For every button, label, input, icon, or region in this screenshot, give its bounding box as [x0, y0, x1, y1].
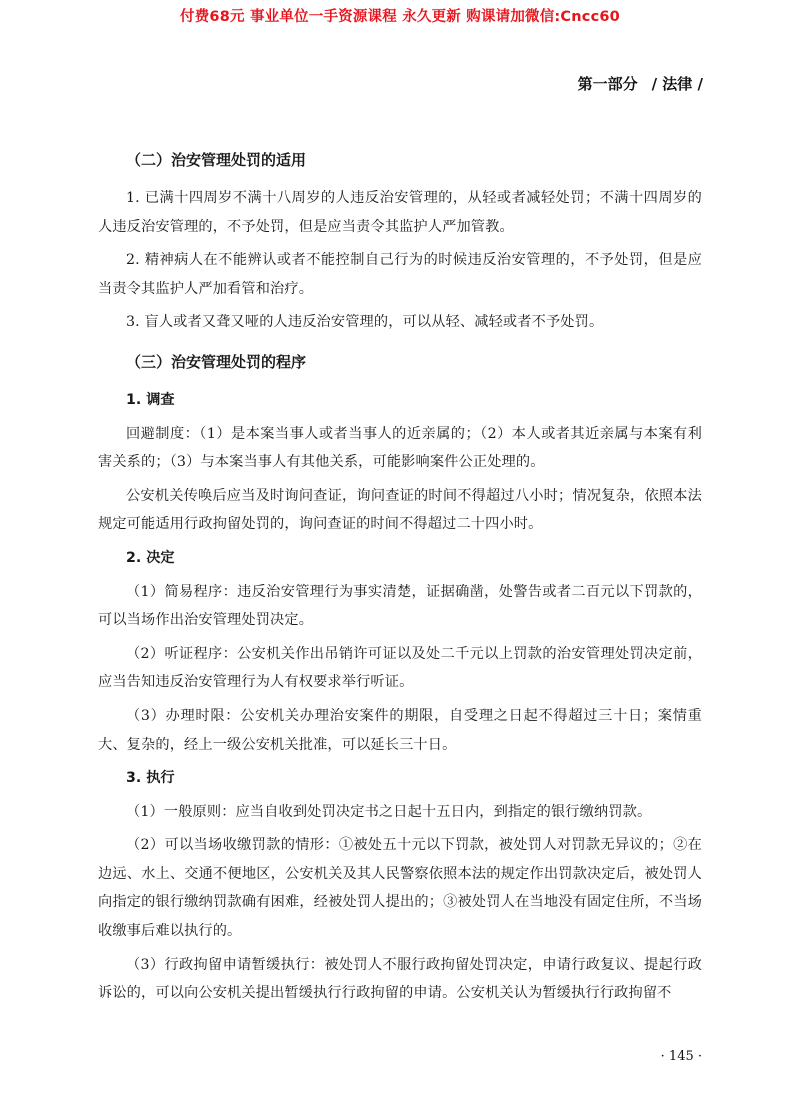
- subheading-execution: 3. 执行: [126, 770, 175, 787]
- paragraph: 2. 精神病人在不能辨认或者不能控制自己行为的时候违反治安管理的，不予处罚，但是应当责令其监护人严加看管和治疗。: [98, 252, 702, 297]
- paragraph: （2）可以当场收缴罚款的情形：①被处五十元以下罚款，被处罚人对罚款无异议的；②在边远、水上、交通不便地区，公安机关及其人民警察依照本法的规定作出罚款决定后，被处罚人向指定的银行缴纳罚款确有困难，经被处罚人提出的；③被处罚人在当地没有固定住所，不当场收缴事后难以执行的。: [98, 837, 702, 940]
- paragraph: 回避制度：（1）是本案当事人或者当事人的近亲属的；（2）本人或者其近亲属与本案有利害关系的；（3）与本案当事人有其他关系，可能影响案件公正处理的。: [98, 425, 702, 471]
- paragraph: （1）简易程序：违反治安管理行为事实清楚，证据确凿，处警告或者二百元以下罚款的，可以当场作出治安管理处罚决定。: [98, 583, 702, 629]
- section-heading-procedure: （三）治安管理处罚的程序: [126, 352, 307, 371]
- paragraph: （3）行政拘留申请暂缓执行：被处罚人不服行政拘留处罚决定，申请行政复议、提起行政诉讼的，可以向公安机关提出暂缓执行行政拘留的申请。公安机关认为暂缓执行行政拘留不: [98, 956, 702, 1002]
- document-body: [98, 146, 702, 1013]
- page-number: · 145 ·: [660, 1049, 702, 1064]
- paragraph: 3. 盲人或者又聋又哑的人违反治安管理的，可以从轻、减轻或者不予处罚。: [126, 314, 604, 331]
- paragraph: （3）办理时限：公安机关办理治安案件的期限，自受理之日起不得超过三十日；案情重大、复杂的，经上一级公安机关批准，可以延长三十日。: [98, 707, 702, 753]
- subheading-decision: 2. 决定: [126, 549, 175, 566]
- paragraph: 1. 已满十四周岁不满十八周岁的人违反治安管理的，从轻或者减轻处罚；不满十四周岁的人违反治安管理的，不予处罚，但是应当责令其监护人严加管教。: [98, 190, 702, 235]
- header-section: / 法律 /: [651, 75, 703, 93]
- section-heading-application: （二）治安管理处罚的适用: [126, 151, 307, 169]
- header-part: 第一部分: [577, 75, 638, 93]
- subheading-investigation: 1. 调查: [126, 391, 175, 408]
- paragraph: （2）听证程序：公安机关作出吊销许可证以及处二千元以上罚款的治安管理处罚决定前，应当告知违反治安管理行为人有权要求举行听证。: [98, 645, 702, 691]
- running-header: [578, 73, 703, 94]
- watermark-banner: 付费68元 事业单位一手资源课程 永久更新 购课请加微信:Cncc60: [180, 9, 620, 25]
- paragraph: （1）一般原则：应当自收到处罚决定书之日起十五日内，到指定的银行缴纳罚款。: [126, 803, 652, 820]
- paragraph: 公安机关传唤后应当及时询问查证，询问查证的时间不得超过八小时；情况复杂，依照本法规定可能适用行政拘留处罚的，询问查证的时间不得超过二十四小时。: [98, 487, 702, 533]
